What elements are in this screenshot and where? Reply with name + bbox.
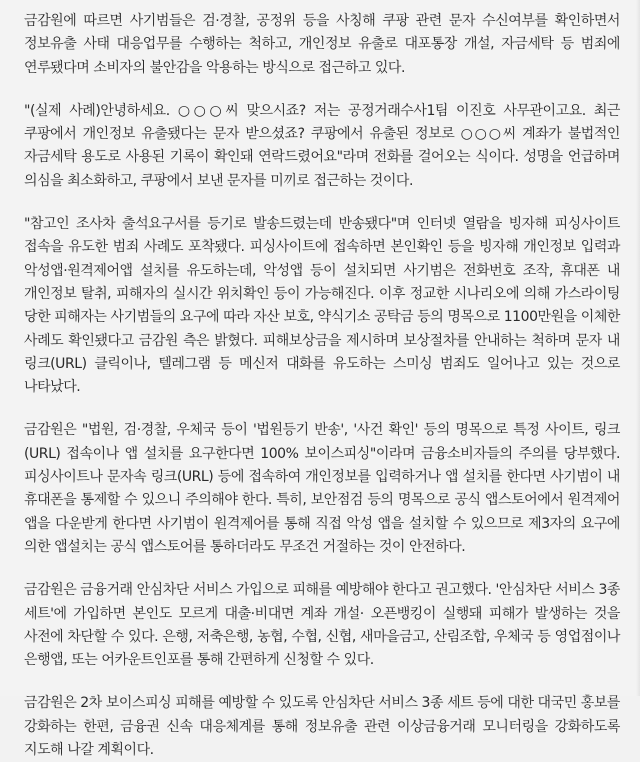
article-paragraph-2: "(실제 사례)안녕하세요. ○○○씨 맞으시죠? 저는 공정거래수사1팀 이진호 사무관이고요. 최근 쿠팡에서 개인정보 유출됐다는 문자 받으셨죠? 쿠팡에서 유출된 정보로 ○○○씨 계좌가 불법적인 자금세탁 용도로 사용된 기록이 확인돼 연락드렸어요"라며 전화를 걸어오는 식이다. 성명을 언급하며 의심을 최소화하고, 쿠팡에서 보낸 문자를 미끼로 접근하는 것이다. [24,102,620,189]
article-body [24,10,620,762]
article-paragraph-4: 금감원은 "법원, 검·경찰, 우체국 등이 '법원등기 반송', '사건 확인' 등의 명목으로 특정 사이트, 링크(URL) 접속이나 앱 설치를 요구한다면 100% 보이스피싱"이라며 금융소비자들의 주의를 당부했다. 피싱사이트나 문자속 링크(URL) 등에 접속하여 개인정보를 입력하거나 앱 설치를 한다면 사기범이 내 휴대폰을 통제할 수 있으니 주의해야 한다. 특히, 보안점검 등의 명목으로 공식 앱스토어에서 원격제어 앱을 다운받게 한다면 사기범이 원격제어를 통해 직접 악성 앱을 설치할 수 있으므로 제3자의 요구에 의한 앱설치는 공식 앱스토어를 통하더라도 무조건 거절하는 것이 안전하다. [24,422,620,555]
page-edge-shadow [636,0,640,696]
article-paragraph-1: 금감원에 따르면 사기범들은 검·경찰, 공정위 등을 사칭해 쿠팡 관련 문자 수신여부를 확인하면서 정보유출 사태 대응업무를 수행하는 척하고, 개인정보 유출로 대포통장 개설, 자금세탁 등 범죄에 연루됐다며 소비자의 불안감을 악용하는 방식으로 접근하고 있다. [24,13,620,76]
article-paragraph-5: 금감원은 금융거래 안심차단 서비스 가입으로 피해를 예방해야 한다고 권고했다. '안심차단 서비스 3종 세트'에 가입하면 본인도 모르게 대출·비대면 계좌 개설· 오픈뱅킹이 실행돼 피해가 발생하는 것을 사전에 차단할 수 있다. 은행, 저축은행, 농협, 수협, 신협, 새마을금고, 산림조합, 우체국 등 영업점이나 은행앱, 또는 어카운트인포를 통해 간편하게 신청할 수 있다. [24,582,620,669]
article-paragraph-3: "참고인 조사차 출석요구서를 등기로 발송드렸는데 반송됐다"며 인터넷 열람을 빙자해 피싱사이트 접속을 유도한 범죄 사례도 포착됐다. 피싱사이트에 접속하면 본인확인 등을 빙자해 개인정보 입력과 악성앱·원격제어앱 설치를 유도하는데, 악성앱 등이 설치되면 사기범은 전화번호 조작, 휴대폰 내 개인정보 탈취, 피해자의 실시간 위치확인 등이 가능해진다. 이후 정교한 시나리오에 의해 가스라이팅 당한 피해자는 사기범들의 요구에 따라 자산 보호, 약식기소 공탁금 등의 명목으로 1100만원을 이체한 사례도 확인됐다고 금감원 측은 밝혔다. 피해보상금을 제시하며 보상절차를 안내하는 척하며 문자 내 링크(URL) 클릭이나, 텔레그램 등 메신저 대화를 유도하는 스미싱 범죄도 일어나고 있는 것으로 나타났다. [24,216,620,396]
article-paragraph-6: 금감원은 2차 보이스피싱 피해를 예방할 수 있도록 안심차단 서비스 3종 세트 등에 대한 대국민 홍보를 강화하는 한편, 금융권 신속 대응체계를 통해 정보유출 관련 이상금융거래 모니터링을 강화하도록 지도해 나갈 계획이다. [24,695,620,759]
